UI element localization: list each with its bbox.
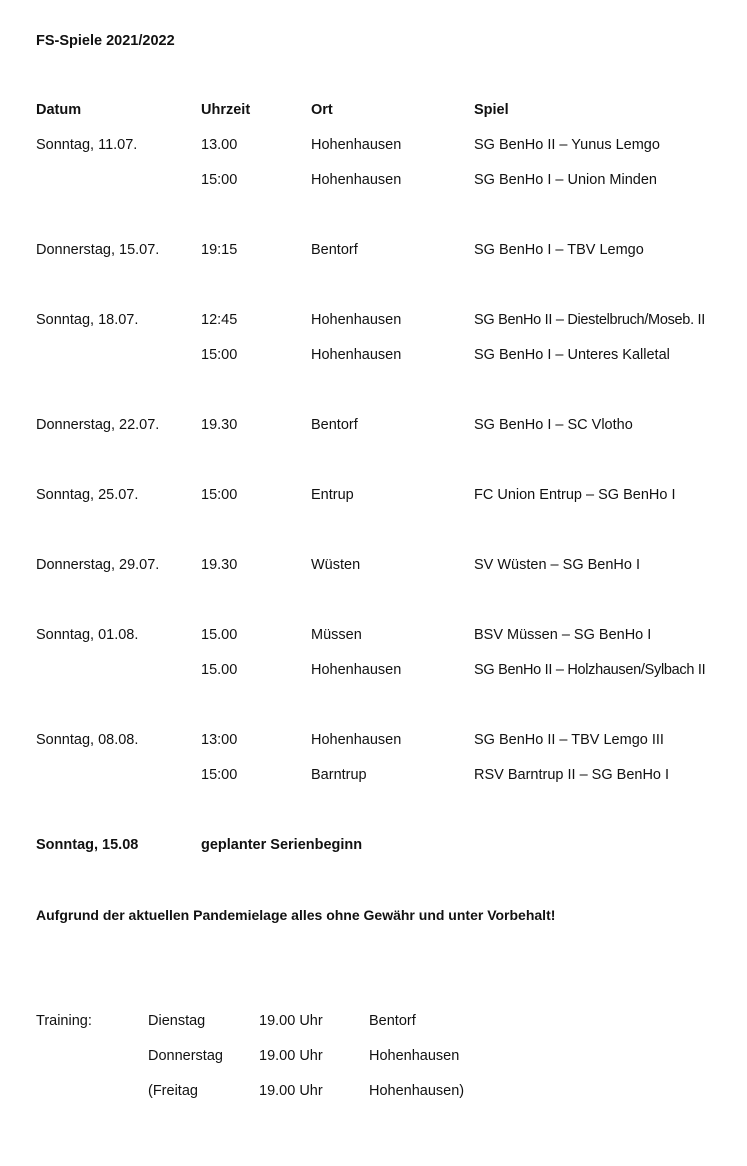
training-day: Dienstag <box>148 1013 206 1029</box>
header-spiel: Spiel <box>474 102 509 118</box>
training-time: 19.00 Uhr <box>259 1013 323 1029</box>
game-match: SG BenHo I – Union Minden <box>474 172 657 188</box>
training-time: 19.00 Uhr <box>259 1083 323 1099</box>
game-time: 15:00 <box>201 487 238 503</box>
game-match: SG BenHo II – Yunus Lemgo <box>474 137 660 153</box>
game-time: 13:00 <box>201 732 238 748</box>
training-day: Donnerstag <box>148 1048 223 1064</box>
game-time: 13.00 <box>201 137 238 153</box>
game-match: SG BenHo II – TBV Lemgo III <box>474 732 664 748</box>
game-date: Sonntag, 18.07. <box>36 312 139 328</box>
game-location: Bentorf <box>311 417 358 433</box>
disclaimer-notice: Aufgrund der aktuellen Pandemielage alles ohne Gewähr und unter Vorbehalt! <box>36 907 556 923</box>
game-match: SG BenHo II – Holzhausen/Sylbach II <box>474 662 706 678</box>
game-location: Barntrup <box>311 767 367 783</box>
game-match: FC Union Entrup – SG BenHo I <box>474 487 676 503</box>
game-location: Müssen <box>311 627 362 643</box>
game-match: SG BenHo I – Unteres Kalletal <box>474 347 670 363</box>
game-time: 15:00 <box>201 767 238 783</box>
header-ort: Ort <box>311 102 333 118</box>
game-match: SG BenHo II – Diestelbruch/Moseb. II <box>474 312 705 328</box>
game-date: Donnerstag, 22.07. <box>36 417 160 433</box>
game-time: 15:00 <box>201 347 238 363</box>
header-datum: Datum <box>36 102 82 118</box>
header-uhrzeit: Uhrzeit <box>201 102 251 118</box>
season-start-text: geplanter Serienbeginn <box>201 837 363 853</box>
game-date: Donnerstag, 29.07. <box>36 557 160 573</box>
game-date: Donnerstag, 15.07. <box>36 242 160 258</box>
game-location: Bentorf <box>311 242 358 258</box>
game-match: SG BenHo I – SC Vlotho <box>474 417 633 433</box>
game-time: 19:15 <box>201 242 238 258</box>
game-time: 15.00 <box>201 662 238 678</box>
game-location: Hohenhausen <box>311 662 402 678</box>
game-location: Hohenhausen <box>311 732 402 748</box>
game-match: SG BenHo I – TBV Lemgo <box>474 242 644 258</box>
game-date: Sonntag, 01.08. <box>36 627 139 643</box>
game-match: SV Wüsten – SG BenHo I <box>474 557 641 573</box>
training-location: Hohenhausen <box>369 1048 460 1064</box>
game-location: Hohenhausen <box>311 347 402 363</box>
game-location: Hohenhausen <box>311 137 402 153</box>
training-day: (Freitag <box>148 1083 198 1099</box>
training-location: Bentorf <box>369 1013 416 1029</box>
game-location: Hohenhausen <box>311 312 402 328</box>
game-location: Entrup <box>311 487 354 503</box>
document-title: FS-Spiele 2021/2022 <box>36 33 175 49</box>
season-start-date: Sonntag, 15.08 <box>36 837 139 853</box>
game-match: BSV Müssen – SG BenHo I <box>474 627 652 643</box>
game-date: Sonntag, 08.08. <box>36 732 139 748</box>
training-label: Training: <box>36 1013 92 1029</box>
game-date: Sonntag, 11.07. <box>36 137 138 153</box>
game-time: 19.30 <box>201 417 238 433</box>
game-time: 15.00 <box>201 627 238 643</box>
training-time: 19.00 Uhr <box>259 1048 323 1064</box>
game-location: Hohenhausen <box>311 172 402 188</box>
game-time: 19.30 <box>201 557 238 573</box>
training-location: Hohenhausen) <box>369 1083 465 1099</box>
game-time: 12:45 <box>201 312 238 328</box>
game-match: RSV Barntrup II – SG BenHo I <box>474 767 670 783</box>
game-time: 15:00 <box>201 172 238 188</box>
game-location: Wüsten <box>311 557 361 573</box>
game-date: Sonntag, 25.07. <box>36 487 139 503</box>
